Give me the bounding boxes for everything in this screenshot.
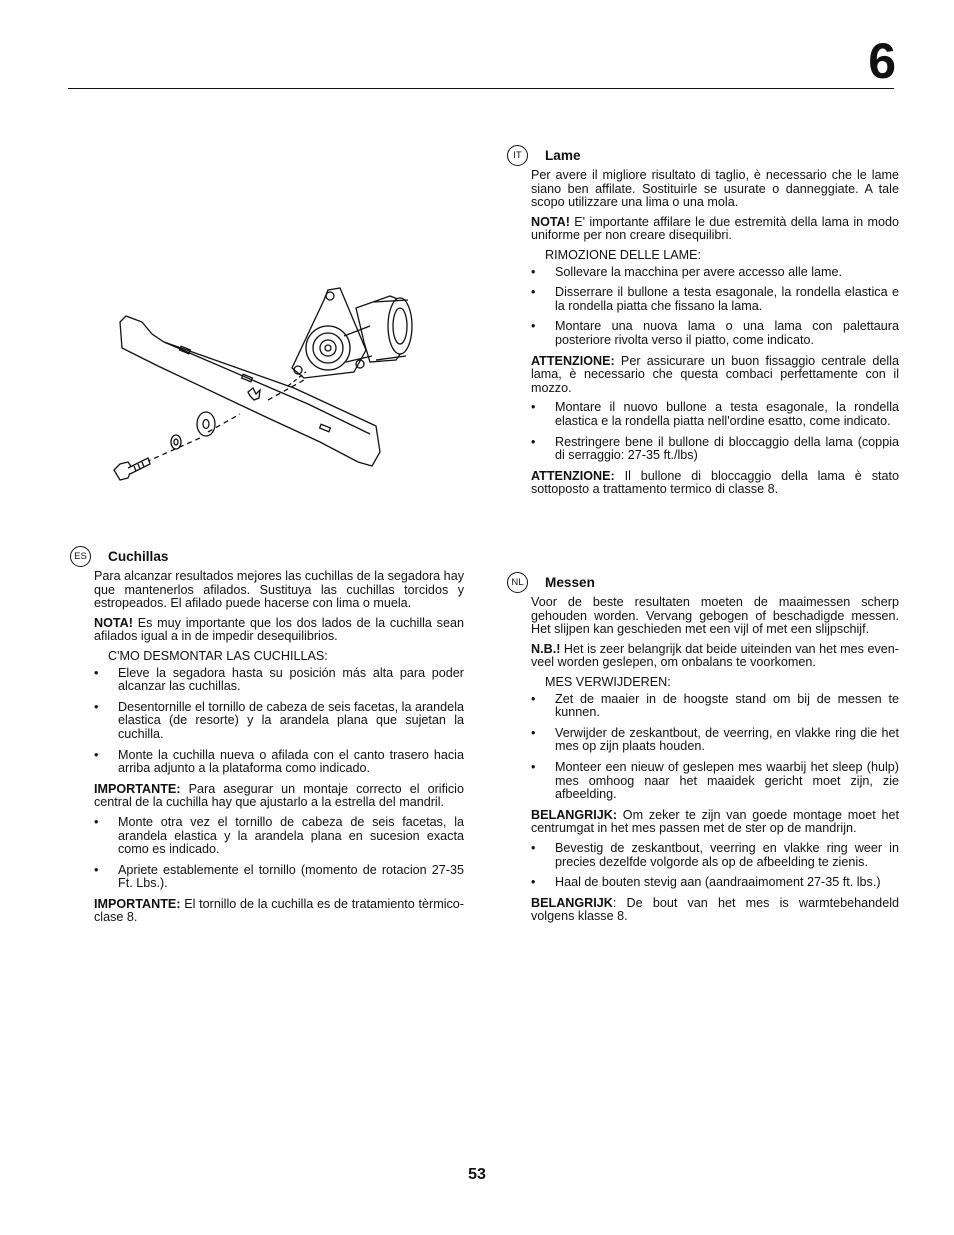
section-title: Lame [545,147,581,163]
list-item: • Disserrare il bullone a testa esagonale, la rondella elastica e la rondella piatta che fissano la lama. [531,286,899,313]
important-label: IMPORTANTE: [94,896,181,911]
step-list [531,693,899,802]
note-paragraph [531,216,899,243]
note-paragraph [94,617,464,644]
list-item: • Zet de maaier in de hoogste stand om bij de messen te kunnen. [531,693,899,720]
chapter-number: 6 [868,33,896,89]
list-item: • Eleve la segadora hasta su posición más alta para poder alcanzar las cuchillas. [94,667,464,694]
list-item: • Montare il nuovo bullone a testa esagonale, la rondella elastica e la rondella piatta nell'ordine esatto, come indicato. [531,401,899,428]
blade-assembly-figure [108,276,444,492]
list-item: • Restringere bene il bullone di bloccaggio della lama (coppia di serraggio: 27-35 ft./lbs) [531,436,899,463]
section-it [507,145,899,503]
important-text: Om zeker te zijn van goede montage moet het centrumgat in het mes passen met de ster op de mandrijn. [531,807,899,836]
language-badge-nl: NL [507,572,528,593]
important-label: IMPORTANTE: [94,781,181,796]
section-title: Messen [545,574,595,590]
important-text: El tornillo de la cuchilla es de tratamiento tèrmico-clase 8. [94,896,464,925]
note-text: Es muy importante que los dos lados de la cuchilla sean afilados igual a in de impedir desequilibrios. [94,615,464,644]
list-item: • Montare una nuova lama o una lama con palettaura posteriore rivolta verso il piatto, come indicato. [531,320,899,347]
list-item: • Bevestig de zeskantbout, veerring en vlakke ring weer in precies dezelfde volgorde als op de afbeelding te zienis. [531,842,899,869]
important-paragraph [94,898,464,925]
important-paragraph [94,783,464,810]
note-text: Het is zeer belangrijk dat beide uiteinden van het mes even-veel worden geslepen, om onbalans te voorkomen. [531,641,899,670]
important-paragraph [531,470,899,497]
important-label: ATTENZIONE: [531,468,615,483]
page-number: 53 [468,1166,486,1183]
note-paragraph [531,643,899,670]
note-label: N.B.! [531,641,561,656]
note-label: NOTA! [94,615,133,630]
step-list [531,401,899,462]
important-label: BELANGRIJK: [531,807,618,822]
step-list [531,266,899,348]
subheading: MES VERWIJDEREN: [545,674,671,689]
important-text: Il bullone di bloccaggio della lama è stato sottoposto a trattamento termico di classe 8. [531,468,899,497]
intro-paragraph: Per avere il migliore risultato di taglio, è necessario che le lame siano ben affilate. Sostituirle se usurate o danneggiate. A tale scopo utilizzare una lima o una mola. [531,168,899,210]
list-item: • Haal de bouten stevig aan (aandraaimoment 27-35 ft. lbs.) [531,876,899,890]
important-paragraph [531,355,899,396]
language-badge-es: ES [70,546,91,567]
list-item: • Sollevare la macchina per avere accesso alle lame. [531,266,899,280]
step-list [94,816,464,891]
header-rule [68,88,894,89]
important-text: : De bout van het mes is warmtebehandeld volgens klasse 8. [531,895,899,924]
important-paragraph [531,897,899,924]
section-nl [507,572,899,930]
section-es [70,546,464,931]
blade-assembly-illustration [108,276,444,492]
important-text: Para asegurar un montaje correcto el orificio central de la cuchilla hay que ajustarlo a la estrella del mandril. [94,781,464,810]
list-item: • Apriete establemente el tornillo (momento de rotacion 27-35 Ft. Lbs.). [94,864,464,891]
list-item: • Monteer een nieuw of geslepen mes waarbij het sleep (hulp) mes omhoog naar het maaidek gericht moet zijn, zie afbeelding. [531,761,899,802]
section-title: Cuchillas [108,548,169,564]
subheading: C'MO DESMONTAR LAS CUCHILLAS: [108,648,328,663]
list-item: • Monte otra vez el tornillo de cabeza de seis facetas, la arandela elastica y la arandela plana en sucesion exacta como es indicado. [94,816,464,857]
important-label: BELANGRIJK [531,895,613,910]
subheading: RIMOZIONE DELLE LAME: [545,247,702,262]
note-label: NOTA! [531,214,570,229]
note-text: E' importante affilare le due estremità della lama in modo uniforme per non creare disequilibri. [531,214,899,243]
important-text: Per assicurare un buon fissaggio centrale della lama, è necessario che questa combaci perfettamente con il mozzo. [531,353,899,395]
important-label: ATTENZIONE: [531,353,615,368]
language-badge-it: IT [507,145,528,166]
important-paragraph [531,809,899,836]
list-item: • Verwijder de zeskantbout, de veerring, en vlakke ring die het mes op zijn plaats houden. [531,727,899,754]
list-item: • Monte la cuchilla nueva o afilada con el canto trasero hacia arriba adjunto a la plataforma como indicado. [94,749,464,776]
step-list [531,842,899,890]
intro-paragraph: Para alcanzar resultados mejores las cuchillas de la segadora hay que mantenerlos afilados. Sustituya las cuchillas torcidos y estropeados. El afilado puede hacerse con lima o muela. [94,569,464,611]
intro-paragraph: Voor de beste resultaten moeten de maaimessen scherp gehouden worden. Vervang gebogen of beschadigde messen. Het slijpen kan geschieden met een vijl of met een slijpschijf. [531,595,899,637]
list-item: • Desentornille el tornillo de cabeza de seis facetas, la arandela elastica (de resorte) y la arandela plana que sujetan la cuchilla. [94,701,464,742]
step-list [94,667,464,776]
